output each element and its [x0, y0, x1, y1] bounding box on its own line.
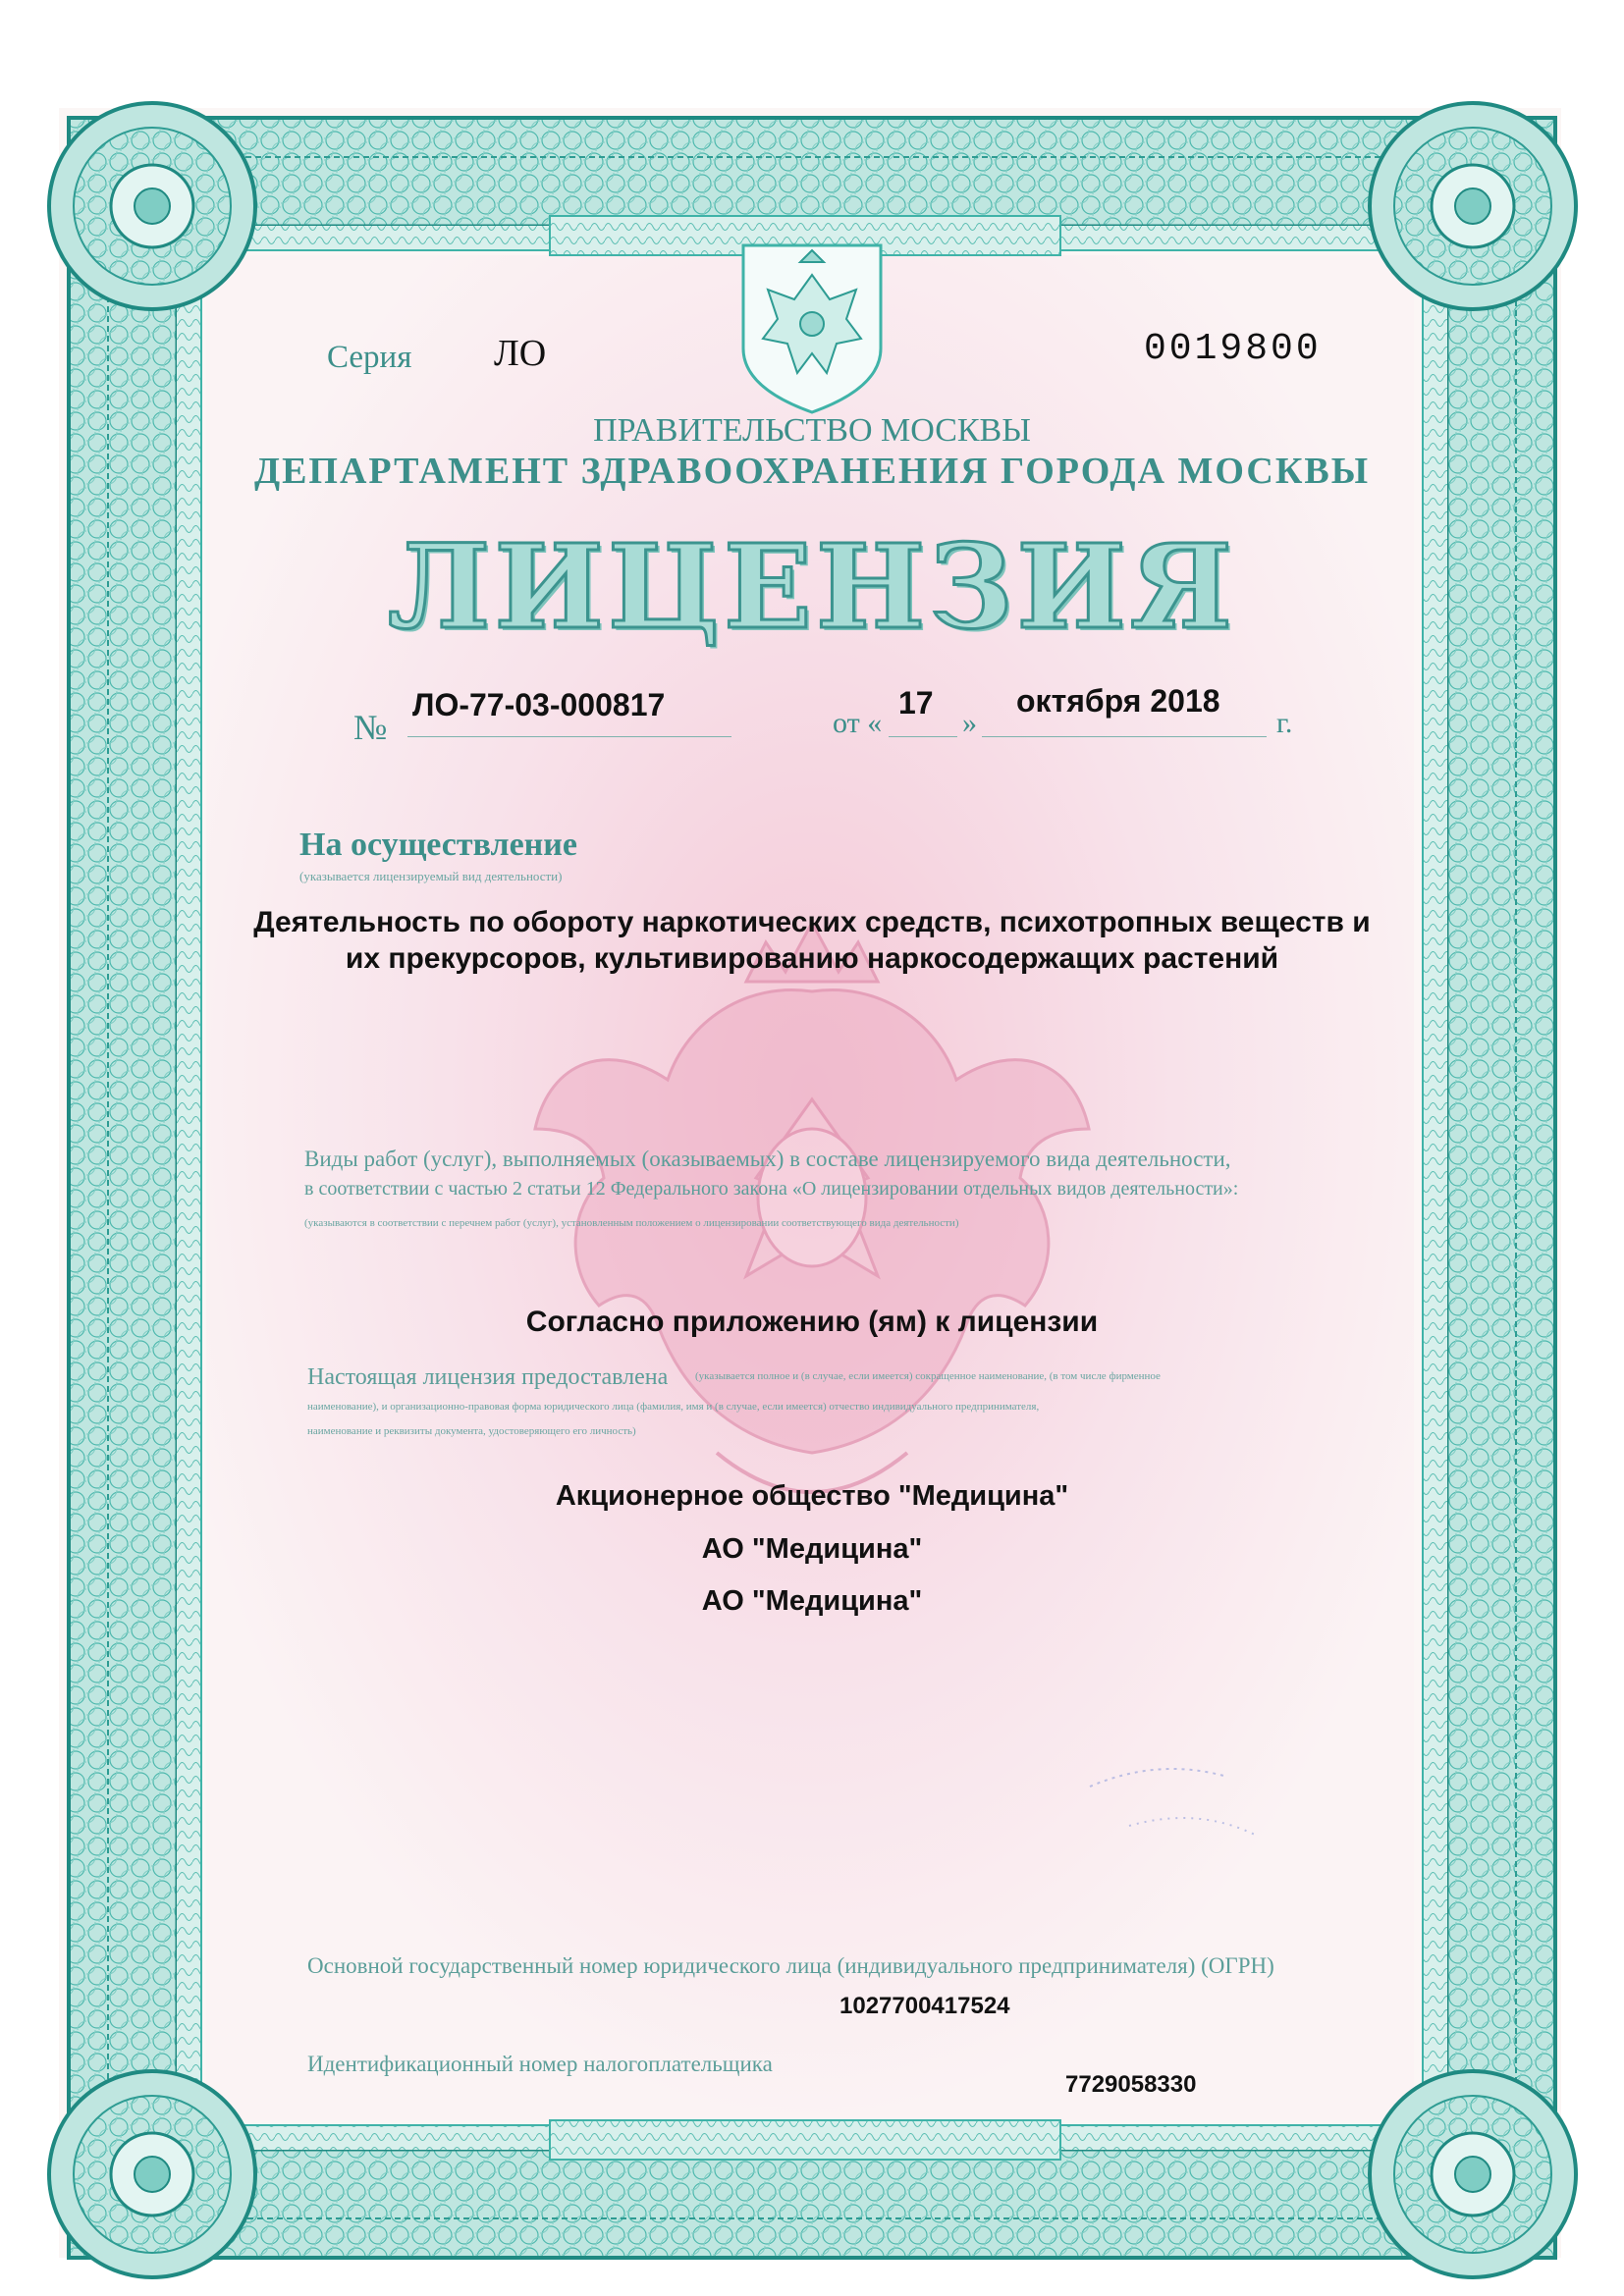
date-month-year: октября 2018 [1016, 683, 1220, 719]
series-value: ЛО [494, 333, 547, 374]
license-title: ЛИЦЕНЗИЯ [388, 518, 1236, 655]
activity-note: (указывается лицензируемый вид деятельности) [299, 869, 563, 883]
date-close-quote: » [962, 707, 977, 739]
inn-value: 7729058330 [1065, 2071, 1197, 2098]
works-note: (указываются в соответствии с перечнем работ (услуг), установленным положением о лицензировании соответствующего вида деятельности) [304, 1217, 959, 1229]
holder-full-name: Акционерное общество "Медицина" [555, 1480, 1069, 1512]
activity-heading: На осуществление [299, 827, 577, 863]
inn-label: Идентификационный номер налогоплательщика [307, 2052, 773, 2076]
corner-rosette-bottom-right [1370, 2071, 1576, 2277]
activity-line-1: Деятельность по обороту наркотических средств, психотропных веществ и [253, 906, 1371, 938]
holder-note-2: наименование), и организационно-правовая форма юридического лица (фамилия, имя и (в случае, если имеется) отчество индивидуального предпринимателя, [307, 1401, 1040, 1413]
works-value: Согласно приложению (ям) к лицензии [525, 1306, 1099, 1338]
corner-rosette-top-left [49, 103, 255, 309]
date-from-label: от « [833, 707, 883, 739]
holder-note-3: наименование и реквизиты документа, удостоверяющего его личность) [307, 1425, 636, 1437]
holder-short-name: АО "Медицина" [701, 1533, 923, 1565]
coat-of-arms-icon [743, 245, 881, 412]
holder-brand-name: АО "Медицина" [701, 1585, 923, 1617]
government-title: ПРАВИТЕЛЬСТВО МОСКВЫ [593, 412, 1031, 449]
corner-rosette-bottom-left [49, 2071, 255, 2277]
date-day: 17 [898, 685, 934, 721]
ogrn-value: 1027700417524 [839, 1993, 1010, 2019]
works-line-2: в соответствии с частью 2 статьи 12 Федерального закона «О лицензировании отдельных видов деятельности»: [304, 1178, 1239, 1200]
works-line-1: Виды работ (услуг), выполняемых (оказываемых) в составе лицензируемого вида деятельности, [304, 1147, 1231, 1171]
blank-number: 0019800 [1144, 328, 1322, 370]
license-number: ЛО-77-03-000817 [412, 687, 666, 722]
holder-intro: Настоящая лицензия предоставлена [307, 1364, 669, 1390]
month-underline [982, 736, 1267, 737]
corner-rosette-top-right [1370, 103, 1576, 309]
ogrn-label: Основной государственный номер юридического лица (индивидуального предпринимателя) (ОГРН) [307, 1953, 1274, 1978]
number-underline [407, 736, 731, 737]
number-label: № [353, 708, 388, 747]
department-title: ДЕПАРТАМЕНТ ЗДРАВООХРАНЕНИЯ ГОРОДА МОСКВЫ [253, 451, 1371, 492]
day-underline [889, 736, 957, 737]
series-label: Серия [327, 340, 412, 375]
activity-line-2: их прекурсоров, культивированию наркосодержащих растений [345, 942, 1279, 975]
holder-note-1: (указывается полное и (в случае, если имеется) сокращенное наименование, (в том числе фирменное [695, 1370, 1161, 1382]
year-suffix: г. [1276, 707, 1293, 739]
